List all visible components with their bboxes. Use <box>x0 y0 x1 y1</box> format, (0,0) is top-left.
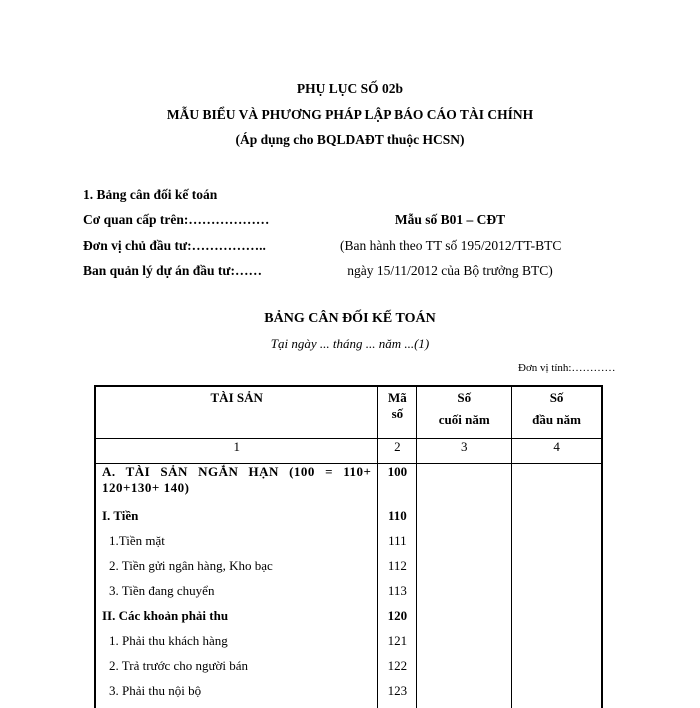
index-cell: 3 <box>417 439 512 464</box>
row-end-value <box>417 533 512 558</box>
row-begin-value <box>512 633 602 658</box>
table-row <box>95 558 602 583</box>
row-end-value <box>417 658 512 683</box>
table-row <box>95 508 602 533</box>
row-label: 3. Tiền đang chuyển <box>95 583 378 608</box>
row-begin-value <box>512 508 602 533</box>
sheet-date-line: Tại ngày ... tháng ... năm ...(1) <box>270 336 430 351</box>
issuance-note: (Ban hành theo TT số 195/2012/TT-BTC <box>340 238 562 253</box>
parent-agency-line: Cơ quan cấp trên:……………… <box>83 212 270 227</box>
row-code: 122 <box>378 658 417 683</box>
row-begin-value <box>512 558 602 583</box>
row-code: 112 <box>378 558 417 583</box>
row-label: 3. Phải thu nội bộ <box>95 683 378 708</box>
row-begin-value <box>512 533 602 558</box>
table-row <box>95 464 602 509</box>
row-label: 2. Trả trước cho người bán <box>95 658 378 683</box>
row-end-value <box>417 464 512 509</box>
sheet-title: BẢNG CÂN ĐỐI KẾ TOÁN <box>264 311 436 326</box>
row-begin-value <box>512 658 602 683</box>
row-label: 1.Tiền mặt <box>95 533 378 558</box>
index-cell: 2 <box>378 439 417 464</box>
issuance-date-note: ngày 15/11/2012 của Bộ trưởng BTC) <box>347 263 553 278</box>
row-end-value <box>417 508 512 533</box>
row-end-value <box>417 633 512 658</box>
header-beginning-of-year: Số đầu năm <box>512 386 602 439</box>
table-row <box>95 658 602 683</box>
header-code: Mã số <box>378 386 417 439</box>
table-row <box>95 583 602 608</box>
index-cell: 1 <box>95 439 378 464</box>
index-cell: 4 <box>512 439 602 464</box>
header-end-of-year: Số cuối năm <box>417 386 512 439</box>
row-code: 111 <box>378 533 417 558</box>
table-row <box>95 608 602 633</box>
row-end-value <box>417 608 512 633</box>
project-board-line: Ban quản lý dự án đầu tư:…… <box>83 263 263 278</box>
row-code: 110 <box>378 508 417 533</box>
table-row <box>95 533 602 558</box>
row-label: II. Các khoản phải thu <box>95 608 378 633</box>
document-scope: (Áp dụng cho BQLDAĐT thuộc HCSN) <box>235 132 465 147</box>
appendix-heading: PHỤ LỤC SỐ 02b <box>296 81 404 96</box>
row-code: 123 <box>378 683 417 708</box>
table-header-row <box>95 386 602 439</box>
row-end-value <box>417 583 512 608</box>
row-code: 100 <box>378 464 417 509</box>
row-label: A. TÀI SẢN NGẮN HẠN (100 = 110+ 120+130+ 140) <box>95 464 378 509</box>
row-code: 120 <box>378 608 417 633</box>
column-index-row <box>95 439 602 464</box>
balance-sheet-table <box>94 385 603 708</box>
section-heading: 1. Bảng cân đối kế toán <box>83 187 218 202</box>
row-label: I. Tiền <box>95 508 378 533</box>
header-asset: TÀI SẢN <box>95 386 378 439</box>
row-end-value <box>417 558 512 583</box>
table-row <box>95 683 602 708</box>
document-title: MẪU BIỂU VÀ PHƯƠNG PHÁP LẬP BÁO CÁO TÀI CHÍNH <box>166 107 534 122</box>
row-label: 2. Tiền gửi ngân hàng, Kho bạc <box>95 558 378 583</box>
unit-label: Đơn vị tính:………… <box>518 362 616 374</box>
row-begin-value <box>512 583 602 608</box>
row-begin-value <box>512 683 602 708</box>
row-code: 113 <box>378 583 417 608</box>
row-label: 1. Phải thu khách hàng <box>95 633 378 658</box>
row-begin-value <box>512 608 602 633</box>
table-row <box>95 633 602 658</box>
row-begin-value <box>512 464 602 509</box>
row-end-value <box>417 683 512 708</box>
investor-line: Đơn vị chủ đầu tư:…………….. <box>83 238 266 253</box>
row-code: 121 <box>378 633 417 658</box>
form-number: Mẫu số B01 – CĐT <box>394 212 506 227</box>
